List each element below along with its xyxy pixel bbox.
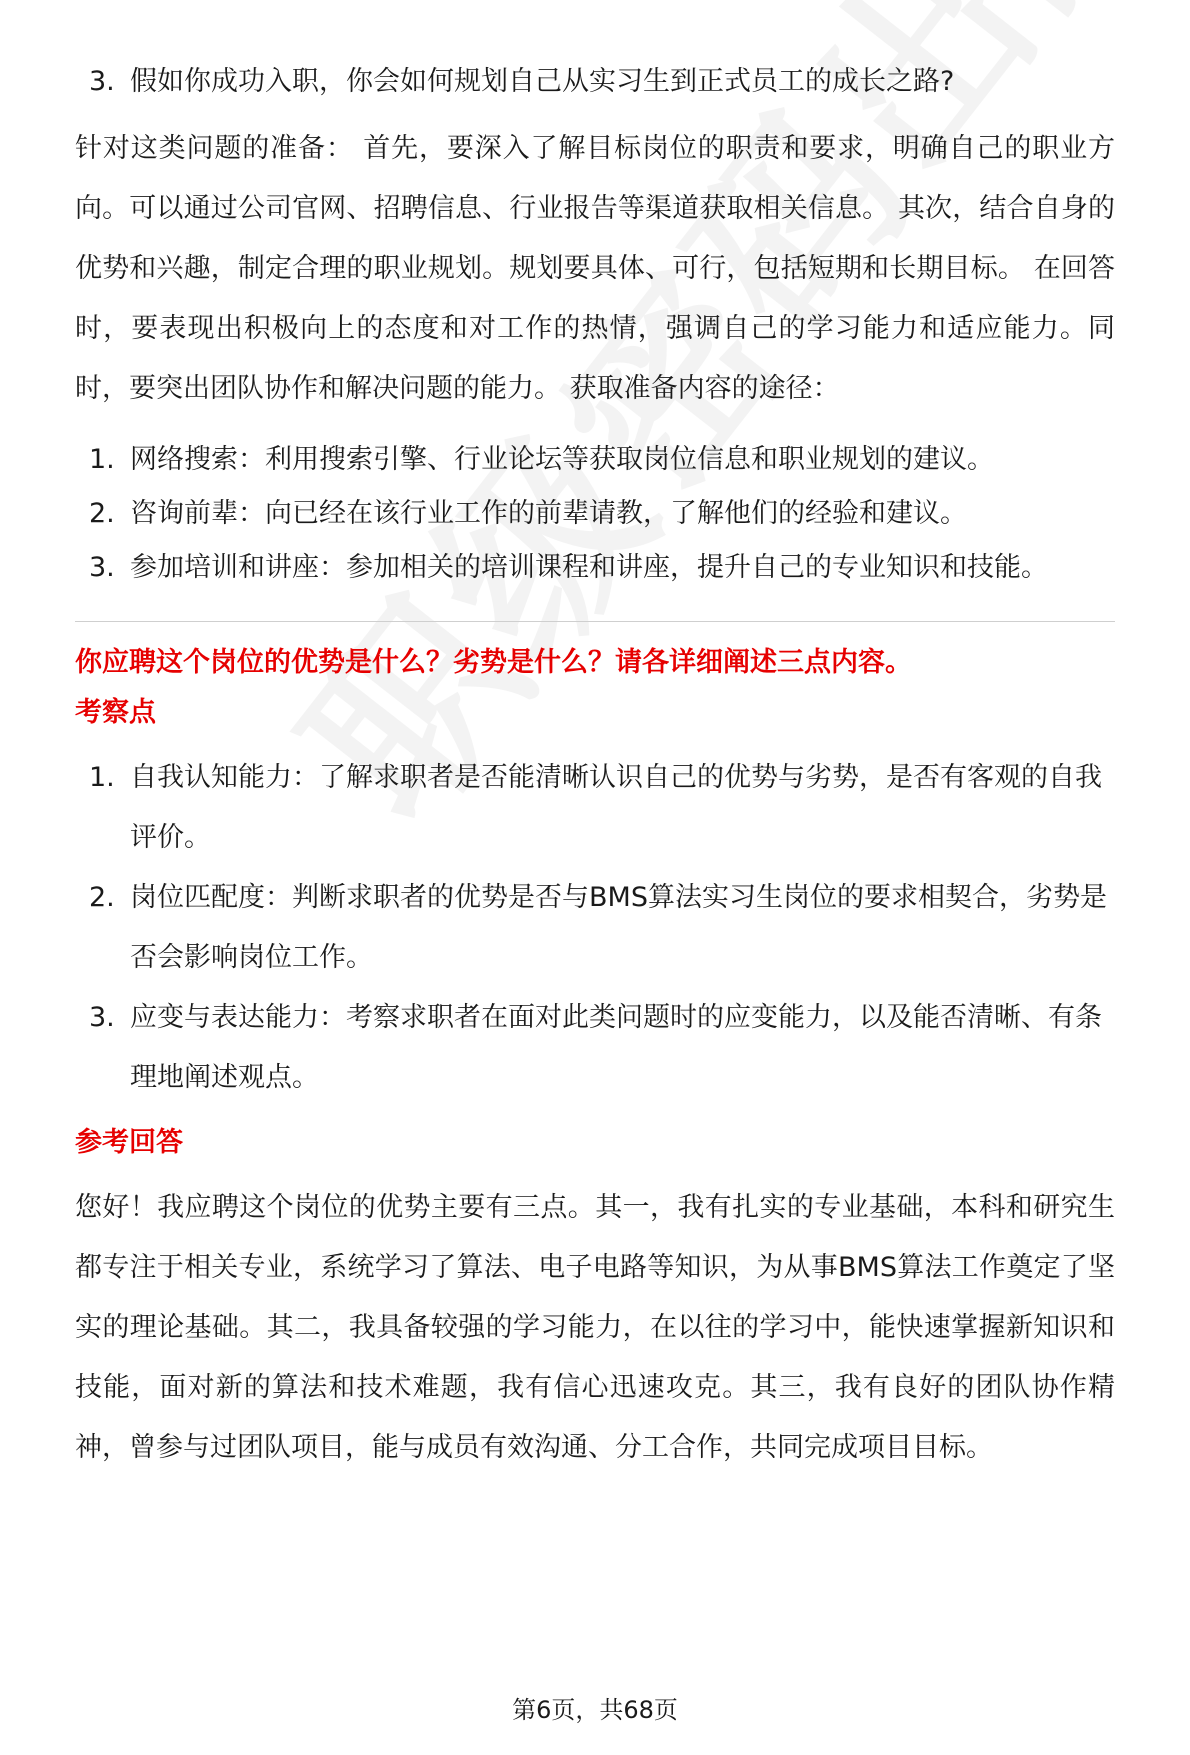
list-text: 应变与表达能力：考察求职者在面对此类问题时的应变能力，以及能否清晰、有条理地阐述观点。 — [130, 1002, 1102, 1093]
list-number: 2. — [89, 498, 115, 529]
points-heading: 考察点 — [75, 697, 156, 728]
list-item — [75, 541, 1115, 595]
prep-paragraph: 针对这类问题的准备： 首先，要深入了解目标岗位的职责和要求，明确自己的职业方向。可以通过公司官网、招聘信息、行业报告等渠道获取相关信息。 其次，结合自身的优势和兴趣，制定合理的职业规划。规划要具体、可行，包括短期和长期目标。 在回答时，要表现出积极向上的态度和对工作的热情，强调自己的学习能力和适应能力。同时，要突出团队协作和解决问题的能力。 获取准备内容的途径： — [75, 133, 1115, 404]
list-item — [75, 55, 1115, 109]
list-number: 2. — [89, 882, 115, 913]
list-number: 3. — [89, 66, 115, 97]
points-list — [75, 748, 1115, 1108]
list-number: 3. — [89, 552, 115, 583]
list-text: 参加培训和讲座：参加相关的培训课程和讲座，提升自己的专业知识和技能。 — [130, 552, 1048, 583]
list-item — [75, 988, 1115, 1108]
list-text: 网络搜索：利用搜索引擎、行业论坛等获取岗位信息和职业规划的建议。 — [130, 444, 994, 475]
page-content — [75, 55, 1115, 1478]
section-divider — [75, 621, 1115, 622]
list-item — [75, 433, 1115, 487]
list-text: 岗位匹配度：判断求职者的优势是否与BMS算法实习生岗位的要求相契合，劣势是否会影响岗位工作。 — [130, 882, 1107, 973]
list-item — [75, 487, 1115, 541]
previous-question-list — [75, 55, 1115, 109]
list-text: 自我认知能力：了解求职者是否能清晰认识自己的优势与劣势，是否有客观的自我评价。 — [130, 762, 1102, 853]
prep-list — [75, 433, 1115, 595]
list-text: 咨询前辈：向已经在该行业工作的前辈请教，了解他们的经验和建议。 — [130, 498, 967, 529]
list-item — [75, 748, 1115, 868]
answer-heading: 参考回答 — [75, 1127, 183, 1158]
list-number: 3. — [89, 1002, 115, 1033]
list-number: 1. — [89, 444, 115, 475]
list-number: 1. — [89, 762, 115, 793]
list-item — [75, 868, 1115, 988]
list-text: 假如你成功入职，你会如何规划自己从实习生到正式员工的成长之路? — [130, 66, 955, 97]
page-footer: 第6页，共68页 — [512, 1696, 678, 1724]
answer-paragraph: 您好！我应聘这个岗位的优势主要有三点。其一，我有扎实的专业基础，本科和研究生都专注于相关专业，系统学习了算法、电子电路等知识，为从事BMS算法工作奠定了坚实的理论基础。其二，我具备较强的学习能力，在以往的学习中，能快速掌握新知识和技能，面对新的算法和技术难题，我有信心迅速攻克。其三，我有良好的团队协作精神，曾参与过团队项目，能与成员有效沟通、分工合作，共同完成项目目标。 — [75, 1192, 1115, 1463]
question-heading: 你应聘这个岗位的优势是什么？劣势是什么？请各详细阐述三点内容。 — [75, 647, 912, 678]
